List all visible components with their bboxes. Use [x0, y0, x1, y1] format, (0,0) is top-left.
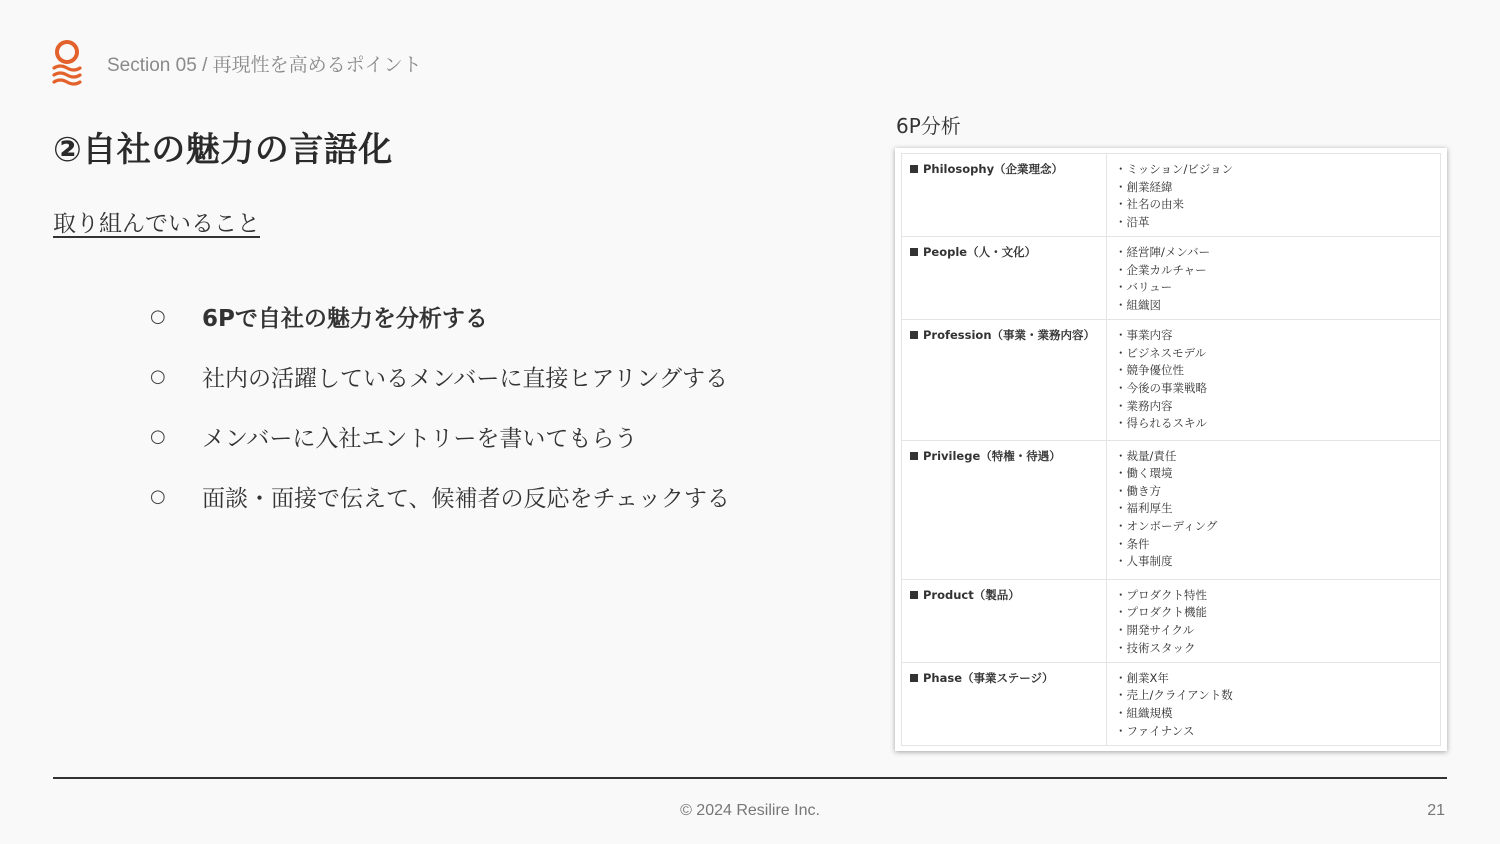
square-bullet-icon: [910, 452, 918, 460]
item-text: ・バリュー: [1115, 280, 1173, 295]
item-text: ・事業内容: [1115, 328, 1173, 343]
list-item-text: メンバーに入社エントリーを書いてもらう: [202, 425, 638, 452]
item-text: ・裁量/責任: [1115, 448, 1177, 463]
bullet-marker: ○: [150, 485, 166, 507]
item-text: ・プロダクト特性: [1115, 587, 1207, 602]
category-label: People（人・文化）: [923, 245, 1037, 260]
subheading: 取り組んでいること: [53, 211, 260, 237]
category-label: Philosophy（企業理念）: [923, 162, 1064, 176]
table-cell-items: [1107, 154, 1441, 237]
square-bullet-icon: [910, 591, 918, 599]
item-text: ・条件: [1115, 536, 1150, 551]
item-text: ・創業X年: [1115, 670, 1169, 685]
table-cell-items: [1107, 237, 1441, 320]
item-text: ・今後の事業戦略: [1115, 381, 1207, 395]
list-item: [150, 406, 730, 466]
bullet-marker: ○: [150, 305, 166, 327]
item-text: ・ファイナンス: [1115, 723, 1195, 738]
table-cell-category: [902, 154, 1107, 237]
table-cell-category: [902, 579, 1107, 662]
resilire-logo-icon: [50, 40, 84, 86]
item-text: ・人事制度: [1115, 554, 1173, 569]
list-item-text: 社内の活躍しているメンバーに直接ヒアリングする: [202, 365, 729, 392]
table-row: [902, 579, 1441, 662]
item-text: ・創業経緯: [1115, 179, 1173, 194]
six-p-table-image: [895, 148, 1447, 751]
item-text: ・組織規模: [1115, 706, 1173, 721]
table-cell-category: [902, 237, 1107, 320]
category-label: Profession（事業・業務内容）: [923, 328, 1096, 343]
table-caption: 6P分析: [896, 114, 961, 138]
footer-divider: [53, 777, 1447, 779]
bullet-marker: ○: [150, 425, 166, 447]
table-cell-items: [1107, 440, 1441, 579]
item-text: ・得られるスキル: [1115, 416, 1207, 431]
square-bullet-icon: [910, 248, 918, 256]
table-cell-items: [1107, 320, 1441, 440]
category-label: Product（製品）: [923, 587, 1020, 602]
list-item: [150, 346, 730, 406]
bullet-list: [150, 286, 730, 526]
category-label: Phase（事業ステージ）: [923, 670, 1054, 685]
list-item: [150, 466, 730, 526]
table-cell-category: [902, 320, 1107, 440]
square-bullet-icon: [910, 331, 918, 339]
list-item-text: 面談・面接で伝えて、候補者の反応をチェックする: [202, 485, 730, 512]
square-bullet-icon: [910, 165, 918, 173]
item-text: ・福利厚生: [1115, 501, 1173, 516]
item-text: ・経営陣/メンバー: [1115, 245, 1211, 260]
item-text: ・ミッション/ビジョン: [1115, 162, 1234, 176]
six-p-table: [901, 153, 1441, 746]
table-cell-category: [902, 440, 1107, 579]
item-text: ・働き方: [1115, 483, 1161, 498]
item-text: ・ビジネスモデル: [1115, 345, 1207, 360]
item-text: ・沿革: [1115, 214, 1150, 229]
category-label: Privilege（特権・待遇）: [923, 448, 1061, 463]
table-row: [902, 662, 1441, 745]
table-cell-category: [902, 662, 1107, 745]
table-cell-items: [1107, 662, 1441, 745]
item-text: ・競争優位性: [1115, 363, 1184, 378]
item-text: ・開発サイクル: [1115, 622, 1195, 637]
item-text: ・業務内容: [1115, 398, 1173, 413]
list-item: [150, 286, 730, 346]
table-row: [902, 237, 1441, 320]
square-bullet-icon: [910, 674, 918, 682]
list-item-text: 6Pで自社の魅力を分析する: [202, 305, 488, 332]
item-text: ・社名の由来: [1115, 197, 1184, 212]
copyright: © 2024 Resilire Inc.: [680, 802, 820, 819]
page-number: 21: [1427, 802, 1445, 819]
item-text: ・技術スタック: [1115, 640, 1196, 655]
table-row: [902, 320, 1441, 440]
item-text: ・働く環境: [1115, 466, 1173, 481]
item-text: ・オンボーディング: [1115, 519, 1218, 534]
table-row: [902, 440, 1441, 579]
page-title: ②自社の魅力の言語化: [53, 130, 393, 170]
item-text: ・プロダクト機能: [1115, 605, 1207, 620]
section-label: Section 05 / 再現性を高めるポイント: [107, 55, 422, 76]
item-text: ・売上/クライアント数: [1115, 688, 1233, 703]
bullet-marker: ○: [150, 365, 166, 387]
table-cell-items: [1107, 579, 1441, 662]
item-text: ・企業カルチャー: [1115, 262, 1207, 277]
table-row: [902, 154, 1441, 237]
item-text: ・組織図: [1115, 297, 1161, 312]
